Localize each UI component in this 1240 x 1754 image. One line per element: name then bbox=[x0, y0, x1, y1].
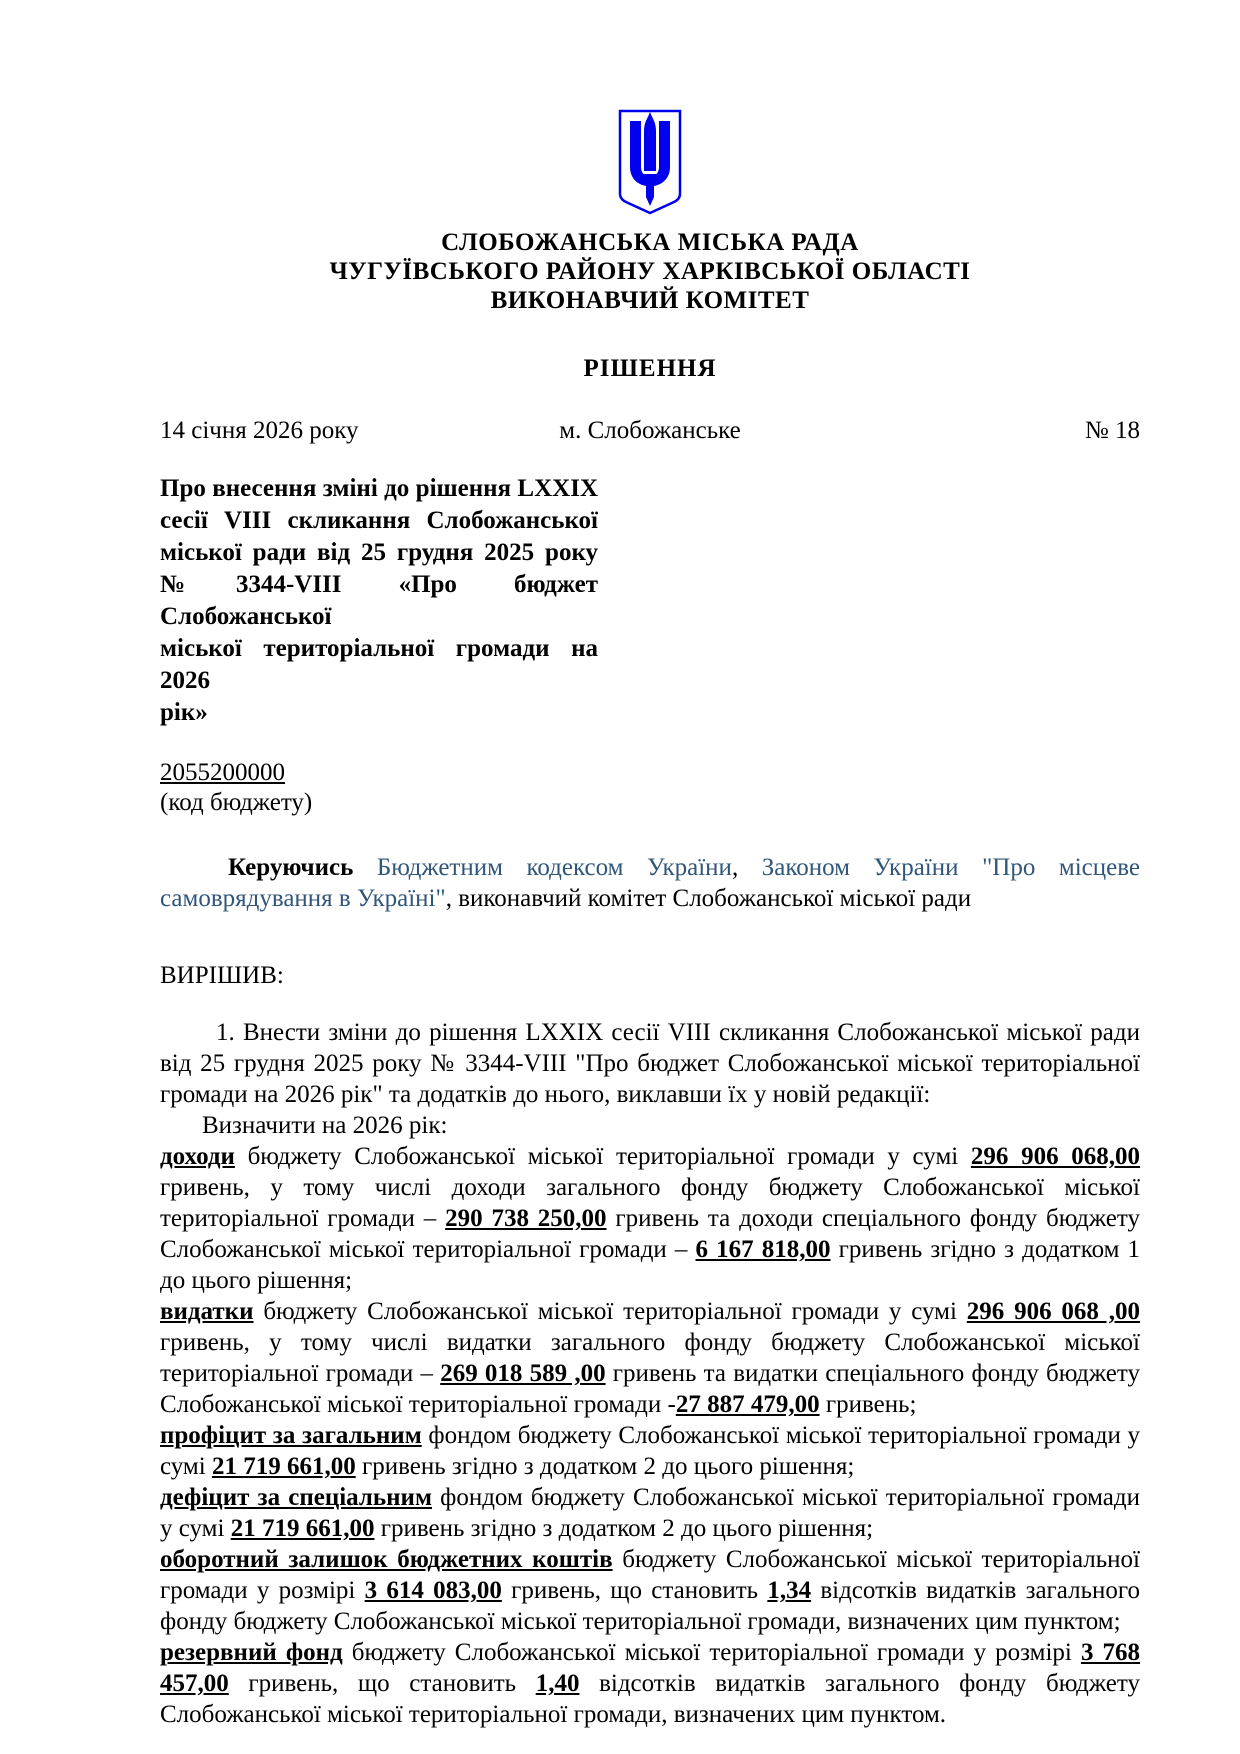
budget-item-working-balance bbox=[160, 1544, 1140, 1637]
text-segment: оборотний залишок бюджетних коштів bbox=[160, 1546, 613, 1573]
text-segment: гривень, що становить bbox=[228, 1670, 536, 1697]
text-segment: гривень згідно з додатком 2 до цього рішення; bbox=[374, 1515, 874, 1542]
text-segment: 1,40 bbox=[535, 1670, 580, 1697]
text-segment: 290 738 250,00 bbox=[445, 1205, 607, 1232]
resolved-heading: ВИРІШИВ: bbox=[160, 962, 284, 989]
text-segment: доходи bbox=[160, 1143, 235, 1170]
text-segment: Законом України "Про місцеве самоврядування в Україні" bbox=[160, 854, 1140, 912]
text-segment: бюджету Слобожанської міської територіальної громади у розмірі bbox=[160, 1546, 1140, 1604]
text-segment: гривень згідно з додатком 2 до цього рішення; bbox=[355, 1453, 855, 1480]
text-segment: відсотків видатків загального фонду бюджету Слобожанської міської територіальної громади, визначених цим пунктом. bbox=[160, 1670, 1140, 1728]
text-segment: , bbox=[731, 854, 762, 881]
ukraine-trident-emblem-icon bbox=[160, 0, 1140, 216]
subject-line: №3344-VIII «Про бюджет Слобожанської bbox=[160, 571, 598, 630]
text-segment: 296 906 068,00 bbox=[970, 1143, 1141, 1170]
document-date: 14 січня 2026 року bbox=[160, 417, 359, 444]
text-segment: гривень, у тому числі видатки загального фонду бюджету Слобожанської міської територіальної громади – bbox=[160, 1329, 1140, 1387]
text-segment: 6 167 818,00 bbox=[695, 1236, 831, 1263]
text-segment: дефіцит за спеціальним bbox=[160, 1484, 432, 1511]
text-segment: гривень; bbox=[819, 1391, 917, 1418]
text-segment: бюджету Слобожанської міської територіальної громади у сумі bbox=[234, 1143, 971, 1170]
text-segment: 3 614 083,00 bbox=[364, 1577, 502, 1604]
budget-items-block bbox=[160, 1141, 1140, 1730]
text-segment: гривень та видатки спеціального фонду бюджету Слобожанської міської територіальної громади - bbox=[160, 1360, 1140, 1418]
budget-item-expenditures bbox=[160, 1296, 1140, 1420]
text-segment: 21 719 661,00 bbox=[230, 1515, 375, 1542]
text-segment: гривень та доходи спеціального фонду бюджету Слобожанської міської територіальної громади – bbox=[160, 1205, 1140, 1263]
text-segment: гривень, що становить bbox=[501, 1577, 768, 1604]
text-segment: гривень, у тому числі доходи загального фонду бюджету Слобожанської міської територіальної громади – bbox=[160, 1174, 1140, 1232]
text-segment: гривень згідно з додатком 1 до цього рішення; bbox=[160, 1236, 1141, 1294]
budget-item-reserve-fund bbox=[160, 1637, 1140, 1730]
subject-line: сесії VIII скликання Слобожанської bbox=[160, 507, 598, 534]
text-segment: Керуючись bbox=[228, 854, 377, 881]
org-name-block bbox=[160, 228, 1140, 315]
text-segment: Бюджетним кодексом України bbox=[376, 854, 732, 881]
subject-line: Про внесення зміні до рішення LXXIX bbox=[160, 475, 598, 502]
budget-item-revenues bbox=[160, 1141, 1140, 1296]
text-segment: фондом бюджету Слобожанської міської територіальної громади у сумі bbox=[160, 1484, 1140, 1542]
subject-block bbox=[160, 473, 598, 729]
budget-code-label: (код бюджету) bbox=[160, 789, 313, 816]
document-type-title: РІШЕННЯ bbox=[583, 355, 717, 382]
text-segment: фондом бюджету Слобожанської міської територіальної громади у сумі bbox=[160, 1422, 1141, 1480]
org-name-line2: ЧУГУЇВСЬКОГО РАЙОНУ ХАРКІВСЬКОЇ ОБЛАСТІ bbox=[329, 258, 971, 285]
trident-icon bbox=[616, 108, 684, 216]
define-line: Визначити на 2026 рік: bbox=[202, 1112, 448, 1139]
org-name-line3: ВИКОНАВЧИЙ КОМІТЕТ bbox=[490, 287, 810, 314]
text-segment: резервний фонд bbox=[160, 1639, 343, 1666]
preamble-paragraph bbox=[160, 852, 1140, 914]
point-1-paragraph bbox=[160, 1017, 1140, 1110]
text-segment: , виконавчий комітет Слобожанської міської ради bbox=[445, 885, 972, 912]
budget-item-surplus-general-fund bbox=[160, 1420, 1140, 1482]
text-segment: профіцит за загальним bbox=[160, 1422, 422, 1449]
document-number: № 18 bbox=[1084, 417, 1141, 444]
text-segment: 1,34 bbox=[767, 1577, 812, 1604]
subject-line: міської територіальної громади на 2026 bbox=[160, 635, 598, 694]
text-segment: 296 906 068 ,00 bbox=[966, 1298, 1141, 1325]
text-segment: бюджету Слобожанської міської територіальної громади у розмірі bbox=[342, 1639, 1081, 1666]
subject-line: рік» bbox=[160, 699, 208, 726]
text-segment: бюджету Слобожанської міської територіальної громади у сумі bbox=[253, 1298, 967, 1325]
budget-code: 2055200000 bbox=[160, 759, 285, 786]
text-segment: 3 768 457,00 bbox=[160, 1639, 1141, 1697]
org-name-line1: СЛОБОЖАНСЬКА МІСЬКА РАДА bbox=[441, 229, 859, 256]
document-meta-row bbox=[160, 417, 1140, 445]
text-segment: відсотків видатків загального фонду бюджету Слобожанської міської територіальної громади, визначених цим пунктом; bbox=[160, 1577, 1140, 1635]
subject-line: міської ради від 25 грудня 2025 року bbox=[160, 539, 598, 566]
text-segment: видатки bbox=[160, 1298, 254, 1325]
budget-item-deficit-special-fund bbox=[160, 1482, 1140, 1544]
text-segment: 1. Внести зміни до рішення LXXIX сесії VIII скликання Слобожанської міської ради від 25 грудня 2025 року № 3344-VIII "Про бюджет Слобожанської міської територіальної громади на 2026 рік" та додатків до нього, виклавши їх у новій редакції: bbox=[160, 1019, 1140, 1108]
document-place: м. Слобожанське bbox=[559, 417, 741, 444]
text-segment: 269 018 589 ,00 bbox=[440, 1360, 606, 1387]
text-segment: 21 719 661,00 bbox=[211, 1453, 356, 1480]
text-segment: 27 887 479,00 bbox=[675, 1391, 820, 1418]
